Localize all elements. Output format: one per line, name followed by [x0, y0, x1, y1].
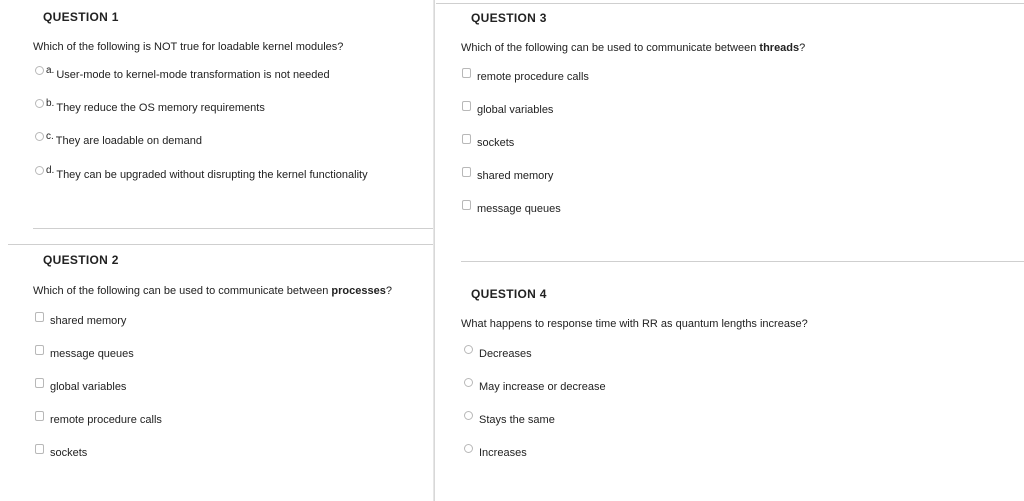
- question-3-text: [461, 42, 805, 54]
- radio-button[interactable]: [35, 132, 44, 141]
- q2-option-shared-memory[interactable]: [35, 312, 127, 327]
- radio-button[interactable]: [35, 99, 44, 108]
- question-3-title: QUESTION 3: [471, 11, 547, 25]
- checkbox[interactable]: [462, 101, 471, 111]
- question-2-text-prefix: Which of the following can be used to communicate between: [33, 285, 332, 297]
- option-label: remote procedure calls: [50, 414, 162, 426]
- option-label: They reduce the OS memory requirements: [56, 102, 265, 114]
- q1-option-d[interactable]: [35, 165, 368, 181]
- q2-option-sockets[interactable]: [35, 444, 88, 459]
- option-label: User-mode to kernel-mode transformation is not needed: [56, 69, 330, 81]
- option-label: sockets: [50, 447, 88, 459]
- q4-option-may-increase-or-decrease[interactable]: [464, 378, 606, 393]
- question-3-text-bold: threads: [759, 42, 800, 54]
- option-label: message queues: [50, 348, 134, 360]
- checkbox[interactable]: [35, 411, 44, 421]
- checkbox[interactable]: [35, 378, 44, 388]
- q3-option-global-variables[interactable]: [462, 101, 554, 116]
- option-label: May increase or decrease: [479, 381, 606, 393]
- q1-option-a[interactable]: [35, 65, 330, 81]
- question-1-bottom-divider: [33, 228, 433, 229]
- checkbox[interactable]: [462, 134, 471, 144]
- option-label: sockets: [477, 137, 515, 149]
- question-2-top-divider: [8, 244, 433, 245]
- radio-button[interactable]: [464, 378, 473, 387]
- checkbox[interactable]: [462, 68, 471, 78]
- question-3-bottom-divider: [461, 261, 1024, 262]
- option-label: global variables: [477, 104, 554, 116]
- q1-option-b[interactable]: [35, 98, 265, 114]
- checkbox[interactable]: [462, 200, 471, 210]
- q1-option-c[interactable]: [35, 131, 202, 147]
- checkbox[interactable]: [35, 444, 44, 454]
- option-label: global variables: [50, 381, 127, 393]
- option-label: Decreases: [479, 348, 532, 360]
- q2-option-message-queues[interactable]: [35, 345, 134, 360]
- radio-button[interactable]: [35, 66, 44, 75]
- option-label: They are loadable on demand: [55, 135, 202, 147]
- top-divider: [436, 3, 1024, 4]
- question-1-text: Which of the following is NOT true for loadable kernel modules?: [33, 41, 344, 53]
- question-3-text-prefix: Which of the following can be used to communicate between: [461, 42, 760, 54]
- checkbox[interactable]: [35, 312, 44, 322]
- option-label: message queues: [477, 203, 561, 215]
- radio-button[interactable]: [464, 345, 473, 354]
- option-label: Increases: [479, 447, 527, 459]
- option-letter: a.: [46, 65, 55, 76]
- q3-option-sockets[interactable]: [462, 134, 515, 149]
- question-2-text-suffix: ?: [385, 285, 392, 297]
- checkbox[interactable]: [35, 345, 44, 355]
- option-label: shared memory: [50, 315, 127, 327]
- question-3-text-suffix: ?: [799, 42, 806, 54]
- question-1-title: QUESTION 1: [43, 10, 119, 24]
- radio-button[interactable]: [464, 411, 473, 420]
- option-letter: d.: [46, 165, 55, 176]
- q4-option-stays-the-same[interactable]: [464, 411, 555, 426]
- checkbox[interactable]: [462, 167, 471, 177]
- q4-option-increases[interactable]: [464, 444, 527, 459]
- question-2-text-bold: processes: [331, 285, 386, 297]
- question-2-title: QUESTION 2: [43, 253, 119, 267]
- option-letter: b.: [46, 98, 55, 109]
- option-letter: c.: [46, 131, 54, 142]
- q2-option-remote-procedure-calls[interactable]: [35, 411, 162, 426]
- q4-option-decreases[interactable]: [464, 345, 532, 360]
- option-label: They can be upgraded without disrupting the kernel functionality: [56, 169, 368, 181]
- question-4-title: QUESTION 4: [471, 287, 547, 301]
- q2-option-global-variables[interactable]: [35, 378, 127, 393]
- question-2-text: [33, 285, 392, 297]
- q3-option-message-queues[interactable]: [462, 200, 561, 215]
- option-label: Stays the same: [479, 414, 555, 426]
- option-label: remote procedure calls: [477, 71, 589, 83]
- q3-option-shared-memory[interactable]: [462, 167, 554, 182]
- radio-button[interactable]: [464, 444, 473, 453]
- option-label: shared memory: [477, 170, 554, 182]
- radio-button[interactable]: [35, 166, 44, 175]
- q3-option-remote-procedure-calls[interactable]: [462, 68, 589, 83]
- question-4-text: What happens to response time with RR as quantum lengths increase?: [461, 318, 808, 330]
